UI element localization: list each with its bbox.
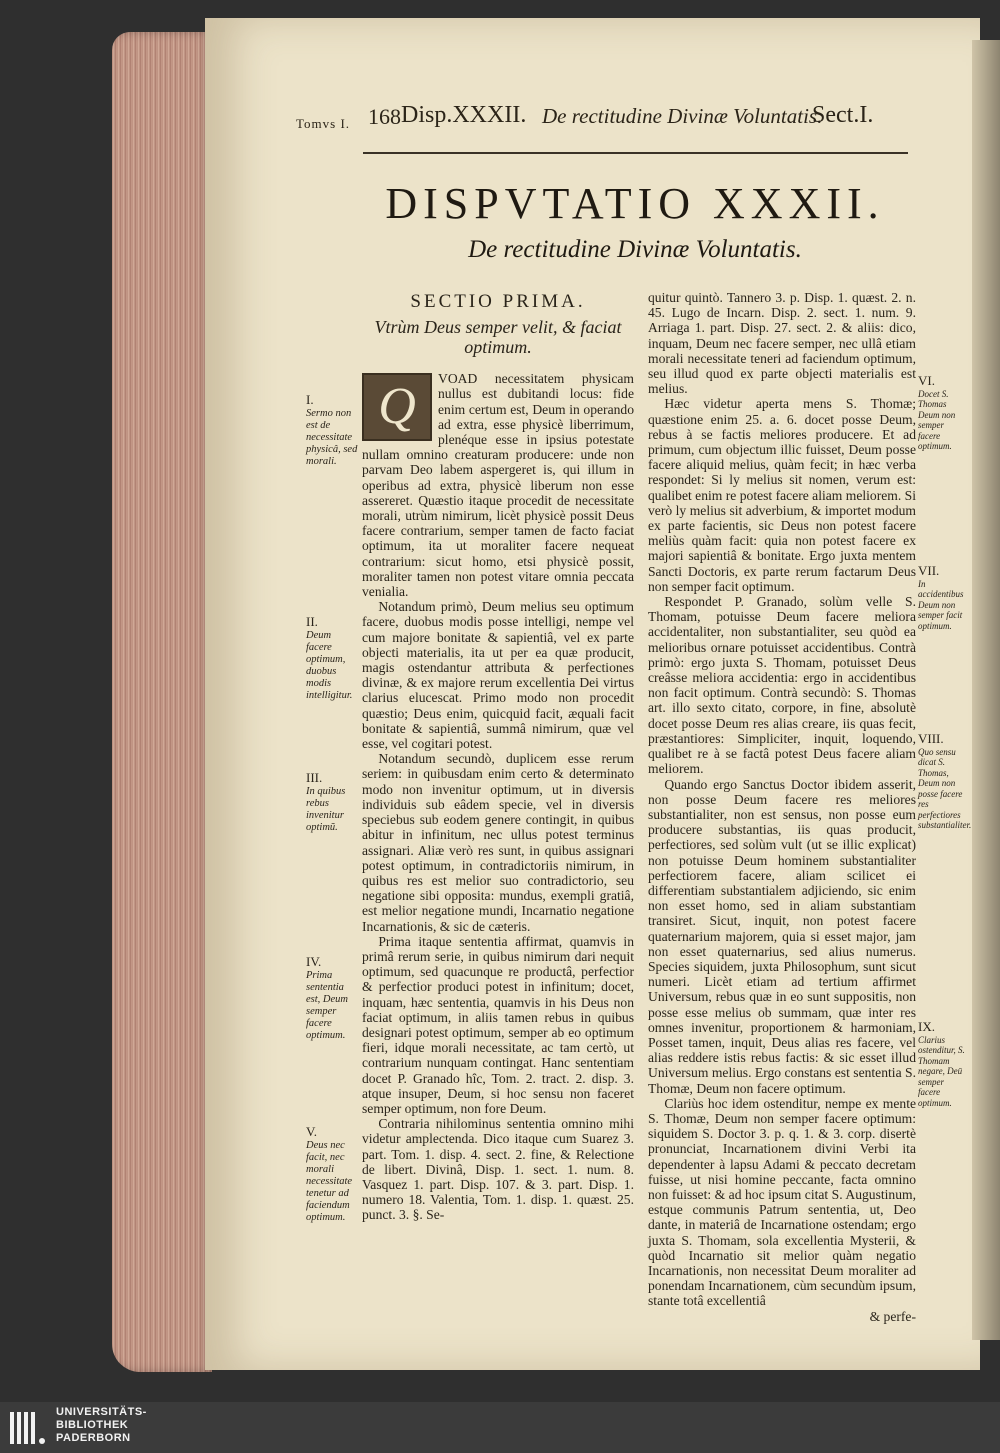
margin-note <box>306 394 358 468</box>
paragraph: Notandum secundò, duplicem esse rerum seriem: in quibusdam enim certo & determinato modo non invenitur optimum, ut in diversis individuis sub eâdem specie, vel in diversis speciebus sub eodem genere contingit, in quibus abitur in infinitum, nec ullus potest terminus assignari. Aliæ verò res sunt, in quibus assignari potest optimum, in contradictoriis nimirum, in quibus res est melior suo contradictorio, seu negatione sibi opposita: mundus, exempli gratiâ, est melior negatione mundi, Incarnatio negatione Incarnationis, & sic de cæteris. <box>362 751 634 934</box>
paragraph: Respondet P. Granado, solùm velle S. Thomam, potuisse Deum facere meliora accidentaliter, non substantialiter, seu quòd ea melioribus ornare potuisset accidentibus. Contrà primò: ergo juxta S. Thomam, potuisset Deus creâsse meliora accidentia: ergo in accidentibus non facit optimum. Contrà secundò: S. Thomas art. illo sexto citato, corpore, in fine, absolutè docet posse Deum res alias creare, iis quas fecit, præstantiores: Simpliciter, inquit, loquendo, qualibet re à se factâ potest Deus facere aliam meliorem. <box>648 594 916 777</box>
library-name-line: UNIVERSITÄTS- <box>56 1406 147 1418</box>
sectio-heading: SECTIO PRIMA. <box>410 291 586 312</box>
margin-note-text: Docet S. Thomas Deum non semper facere optimum. <box>918 388 956 451</box>
paragraph: Prima itaque sententia affirmat, quamvis in primâ rerum serie, in quibus nimirum dari nequit optimum, sed quacunque re productâ, perfectior & perfectior produci potest in infinitum; docet, inquam, hæc sententia, quamvis in his Deus non faciat optimum, in aliis tamen rebus in quibus designari potest optimum, semper ab eo optimum fieri, idque morali necessitate, ac tam certò, ut contrarium nunquam contingat. Hanc sententiam docet P. Granado hîc, Tom. 2. tract. 2. disp. 3. atque insuper, Deum, si hoc sensu non faceret semper optimum, non fore Deum. <box>362 933 634 1116</box>
margin-note <box>306 956 358 1042</box>
margin-note <box>306 1126 358 1224</box>
margin-note <box>306 616 358 702</box>
decorated-initial: Q <box>362 373 432 441</box>
running-head-title: De rectitudine Divinæ Voluntatis. <box>542 104 823 128</box>
margin-note <box>918 373 968 452</box>
margin-note-text: Clarius ostenditur, S. Thomam negare, Deū semper facere optimum. <box>918 1034 965 1108</box>
margin-note-number: IV. <box>306 954 322 969</box>
library-name <box>56 1406 147 1445</box>
margin-note <box>918 1019 968 1108</box>
paragraph: quitur quintò. Tannero 3. p. Disp. 1. quæst. 2. n. 45. Lugo de Incarn. Disp. 2. sect. 1. num. 9. Arriaga 1. part. Disp. 27. sect. 2. & aliis: dico, inquam, Deum nec facere semper, nec ullâ etiam morali necessitate teneri ad faciendum optimum, seu illud quod ex parte objecti materialis est melius. <box>648 290 916 397</box>
margin-note-number: IX. <box>918 1019 935 1034</box>
header-rule <box>363 152 908 154</box>
margin-note-number: II. <box>306 614 318 629</box>
library-footer <box>0 1402 1000 1453</box>
book-page-edges <box>112 32 212 1372</box>
margin-note-number: VII. <box>918 563 940 578</box>
paragraph: & perfe- <box>869 1308 916 1324</box>
margin-note <box>918 563 968 631</box>
library-name-line: PADERBORN <box>56 1432 131 1444</box>
right-column <box>648 290 916 1324</box>
running-head <box>296 100 916 140</box>
paragraph: Quando ergo Sanctus Doctor ibidem asserit, non posse Deum facere res meliores substantialiter, non est sensus, non posse eum producere substantias, iis quas producit, perfectiores, sed solùm vult (ut se illic explicat) non potuisse Deum hominem substantialiter perfectiorem facere, aliam scilicet ei differentiam substantialem adjiciendo, sic enim non esset homo, sed in aliam substantiam transiret. Sicut, inquit, non potest facere quaternarium majorem, quia si esset major, jam non esset quaternarius, sed alius numerus. Species siquidem, juxta Philosophum, sunt sicut numeri. Licèt etiam ad tertium affirmet Universum, rebus quæ in eo sunt suppositis, non posse esse melius ob summam, quæ inter res omnes invenitur, proportionem & harmoniam, Posset tamen, inquit, Deus alias res facere, vel alias reddere istis rebus factis: & sic esset illud Universum melius. Ergo constans est sententia S. Thomæ, Deum non facere optimum. <box>648 776 916 1096</box>
left-column <box>362 291 634 1223</box>
margin-note-text: In quibus rebus invenitur optimũ. <box>306 786 346 833</box>
running-head-sect: Sect.I. <box>812 102 874 128</box>
page-subtitle: De rectitudine Divinæ Voluntatis. <box>468 236 802 263</box>
margin-note-text: Quo sensu dicat S. Thomas, Deum non posse facere res perfectiores substantialiter. <box>918 746 972 830</box>
margin-note-text: Deum facere optimum, duobus modis intelligitur. <box>306 630 353 701</box>
paragraph: Clariùs hoc idem ostenditur, nempe ex mente S. Thomæ, Deum non semper facere optimum: siquidem S. Doctor 3. p. q. 1. & 3. corp. disertè pronunciat, Incarnationem divini Verbi ita dependenter à lapsu Adami & peccato decretam fuisse, ut nisi homine peccante, facta omnino non fuisset: & ad hoc ipsum citat S. Augustinum, estque communis Patrum sententia, ut, Deo dante, in materiâ de Incarnatione ostendam; ergo juxta S. Thomam, sola excellentia Mysterii, & quòd Incarnatio sit melior quàm negatio Incarnationis, non necessitat Deum moraliter ad ponendam Incarnationem, cùm secundùm ipsum, stante totâ excellentiâ <box>648 1095 916 1309</box>
margin-note-number: I. <box>306 392 314 407</box>
facing-page-edge <box>972 40 1000 1340</box>
margin-note-text: Deus nec facit, nec morali necessitate tenetur ad faciendum optimum. <box>306 1140 353 1223</box>
library-logo-icon <box>8 1408 48 1448</box>
library-name-line: BIBLIOTHEK <box>56 1419 129 1431</box>
paragraph: Hæc videtur aperta mens S. Thomæ; quæstione enim 25. a. 6. docet posse Deum, rebus à se factis meliores producere. Et ad primum, cum objectum illic fuisset, Deum posse facere aliquid melius, quàm fecit; in hæc verba respondet: Si ly melius sit nomen, verum est: qualibet enim re potest facere aliam meliorem. Si verò ly melius sit adverbium, & importet modum ex parte facientis, sic Deus non potest facere meliùs quàm facit: quia non potest facere ex majori sapientiâ & bonitate. Ergo juxta mentem Sancti Doctoris, ex parte rerum factarum Deus non semper facit optimum. <box>648 396 916 594</box>
page-number: 168 <box>368 104 401 129</box>
running-head-disp: Disp.XXXII. <box>401 102 527 128</box>
paragraph: Contraria nihilominus sententia omnino mihi videtur amplectenda. Dico itaque cum Suarez 3. part. Tom. 1. disp. 4. sect. 2. fine, & Relectione de libert. Divinâ, Disp. 1. sect. 1. num. 8. Vasquez 1. part. Disp. 107. & 3. part. Disp. 1. numero 18. Valentia, Tom. 1. disp. 1. quæst. 25. punct. 3. §. Se- <box>362 1116 634 1223</box>
margin-note-number: III. <box>306 770 323 785</box>
paragraph: VOAD necessitatem physicam nullus est dubitandi locus: fide enim certum est, Deum in operando ad extra, esse physicè liberrimum, plenéque esse in ipsius potestate nullam omnino creaturam producere: unde non parvam Deo labem aspergeret is, qui illum in operibus ad extra, physicè liberum non esse assereret. Quæstio itaque procedit de necessitate morali, utrùm nimirum, licèt physicè possit Deus facere contrarium, semper tamen de facto faciat optimum, ita ut moraliter facere nequeat contrarium: sicut homo, etsi physicè possit, moraliter tamen non potest vitare omnia peccata venialia. <box>362 371 634 600</box>
margin-note-number: VIII. <box>918 731 944 746</box>
margin-note-number: VI. <box>918 373 935 388</box>
running-head-tomus: Tomvs I. <box>296 116 351 131</box>
page-title: DISPVTATIO XXXII. <box>385 179 885 228</box>
margin-note <box>918 731 972 831</box>
margin-note-text: Sermo non est de necessitate physicâ, sed morali. <box>306 408 358 467</box>
margin-note-number: V. <box>306 1124 317 1139</box>
margin-note <box>306 772 358 834</box>
margin-note-text: Prima sententia est, Deum semper facere optimum. <box>306 970 348 1041</box>
margin-note-text: In accidentibus Deum non semper facit optimum. <box>918 578 964 631</box>
paragraph: Notandum primò, Deum melius seu optimum facere, duobus modis posse intelligi, nempe vel cum majore bonitate & sapientiâ, vel ex parte objecti materialis, ita ut per ea quæ producit, magis ostendantur attributa & perfectiones divinæ, & ex majore rerum excellentia Dei virtus clarius elucescat. Primo modo non procedit quæstio; Deus enim, quicquid facit, æquali facit bonitate & sapientiâ, summâ nimirum, quæ vel esse, vel cogitari potest. <box>362 599 634 752</box>
question-heading: Vtrùm Deus semper velit, & faciat optimum. <box>374 317 622 358</box>
